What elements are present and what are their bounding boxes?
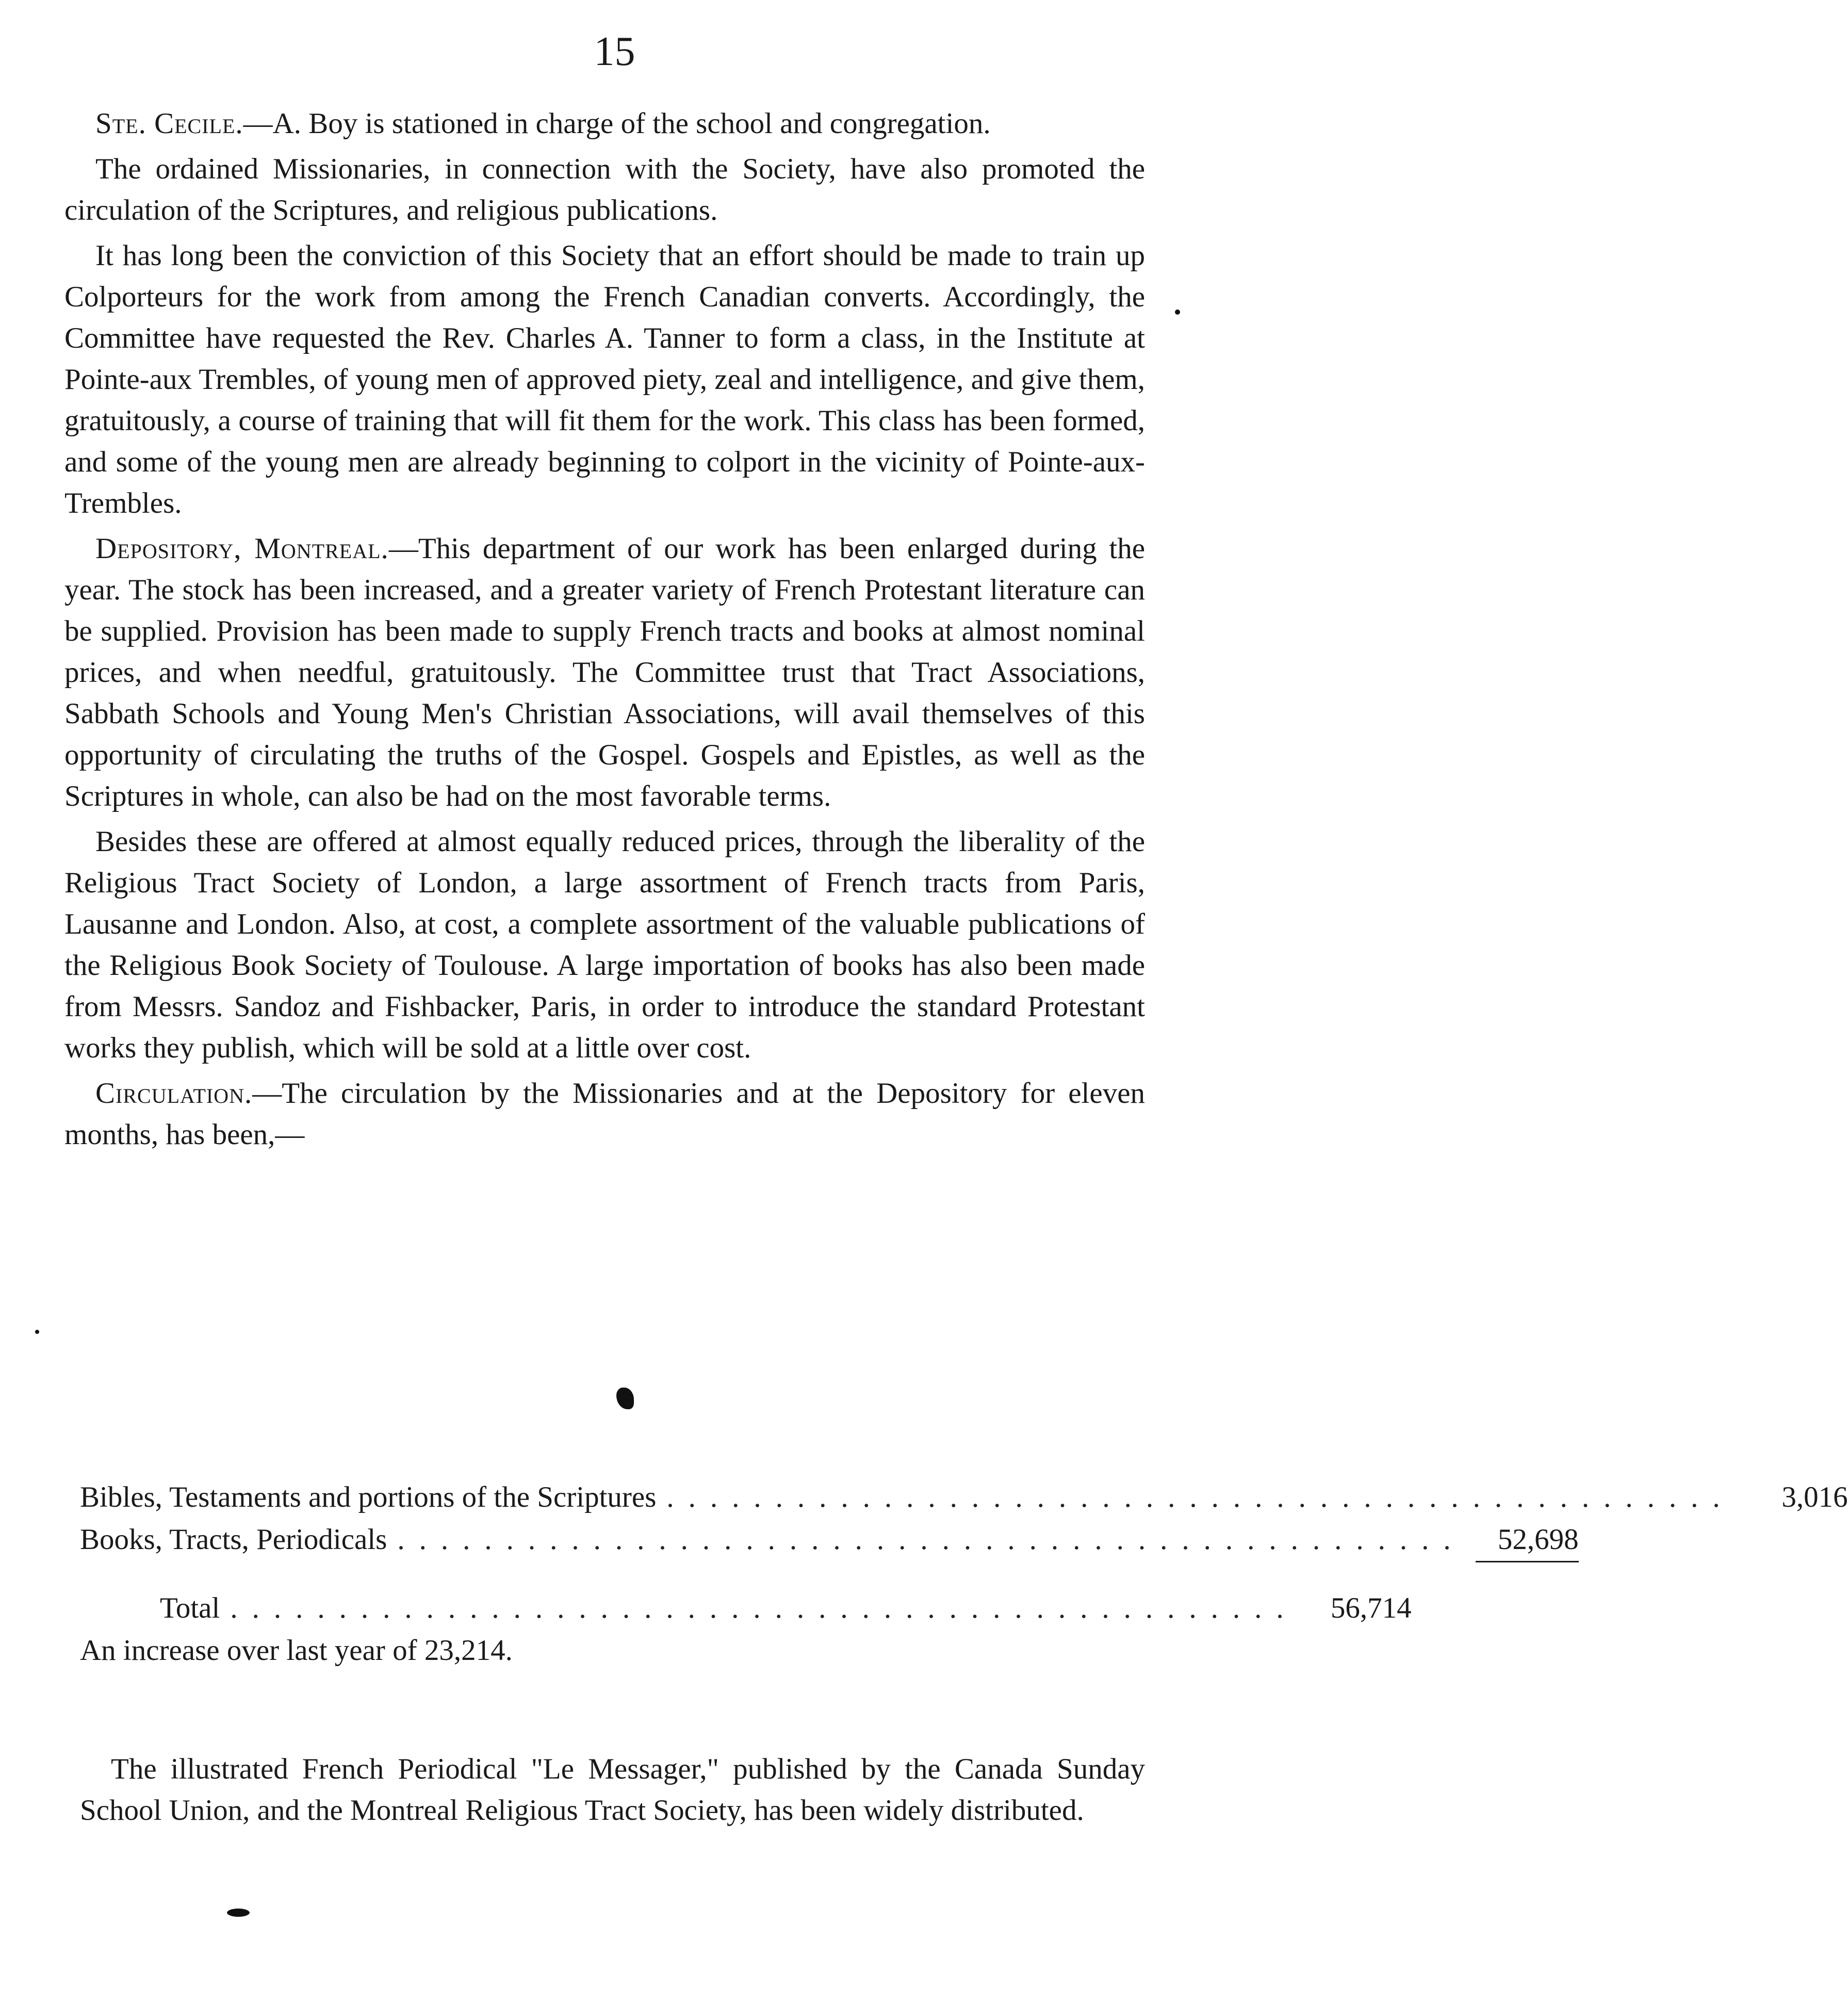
paragraph-heading: Depository, Montreal. [95, 532, 389, 565]
row-label: Bibles, Testaments and portions of the Scriptures [80, 1481, 657, 1513]
leader-dots: ................................................. [397, 1523, 1465, 1556]
ink-speck [35, 1330, 39, 1334]
ink-speck [1175, 309, 1180, 315]
circulation-table [80, 1476, 1848, 1672]
paragraph-text: It has long been the conviction of this Society that an effort should be made to train up Colporteurs for the work from among the French Canadian converts. Accordingly, the Committee have requested the Rev. Charles A. Tanner to form a class, in the Institute at Pointe-aux Trembles, of young men of approved piety, zeal and intelligence, and give them, gratuitously, a course of training that will fit them for the work. This class has been formed, and some of the young men are already beginning to colport in the vicinity of Pointe-aux-Trembles. [64, 239, 1145, 519]
paragraph-text: —A. Boy is stationed in charge of the school and congregation. [243, 107, 991, 140]
table-row [80, 1476, 1848, 1519]
total-row [80, 1587, 1412, 1629]
paragraph-heading: Circulation. [95, 1077, 253, 1110]
paragraph-ordained-missionaries [64, 149, 1145, 231]
paragraph-text: The ordained Missionaries, in connection with the Society, have also promoted the circulation of the Scriptures, and religious publications. [64, 153, 1145, 226]
ink-speck [616, 1388, 634, 1409]
row-value: 3,016 [1781, 1481, 1848, 1513]
total-label: Total [160, 1592, 220, 1624]
total-value: 56,714 [1330, 1592, 1412, 1624]
paragraph-text: Besides these are offered at almost equally reduced prices, through the liberality of the Religious Tract Society of London, a large assortment of French tracts from Paris, Lausanne and London. Also, at cost, a complete assortment of the valuable publications of the Religious Book Society of Toulouse. A large importation of books has also been made from Messrs. Sandoz and Fishbacker, Paris, in order to introduce the standard Protestant works they publish, which will be sold at a little over cost. [64, 825, 1145, 1064]
row-value: 52,698 [1476, 1519, 1579, 1562]
page-number: 15 [594, 29, 635, 74]
row-label: Books, Tracts, Periodicals [80, 1523, 387, 1556]
paragraph-colporteurs [64, 235, 1145, 524]
paragraph-ste-cecile [64, 103, 1145, 144]
paragraph-heading: Ste. Cecile. [95, 107, 243, 140]
paragraph-text: —This department of our work has been enlarged during the year. The stock has been increased, and a greater variety of French Protestant literature can be supplied. Provision has been made to supply French tracts and books at almost nominal prices, and when needful, gratuitously. The Committee trust that Tract Associations, Sabbath Schools and Young Men's Christian Associations, will avail themselves of this opportunity of circulating the truths of the Gospel. Gospels and Epistles, as well as the Scriptures in whole, can also be had on the most favorable terms. [64, 532, 1145, 812]
increase-note: An increase over last year of 23,214. [80, 1634, 513, 1667]
body-text [64, 103, 1145, 1160]
paragraph-text: —The circulation by the Missionaries and at the Depository for eleven months, has been,— [64, 1077, 1145, 1151]
paragraph-besides [64, 821, 1145, 1069]
closing-paragraph: The illustrated French Periodical "Le Messager," published by the Canada Sunday School Union, and the Montreal Religious Tract Society, has been widely distributed. [80, 1753, 1145, 1827]
table-row [80, 1519, 1579, 1562]
paragraph-depository [64, 528, 1145, 817]
leader-dots: ................................................. [666, 1481, 1735, 1513]
leader-dots: ................................................. [230, 1592, 1298, 1624]
ink-speck [227, 1909, 250, 1917]
paragraph-circulation [64, 1073, 1145, 1155]
